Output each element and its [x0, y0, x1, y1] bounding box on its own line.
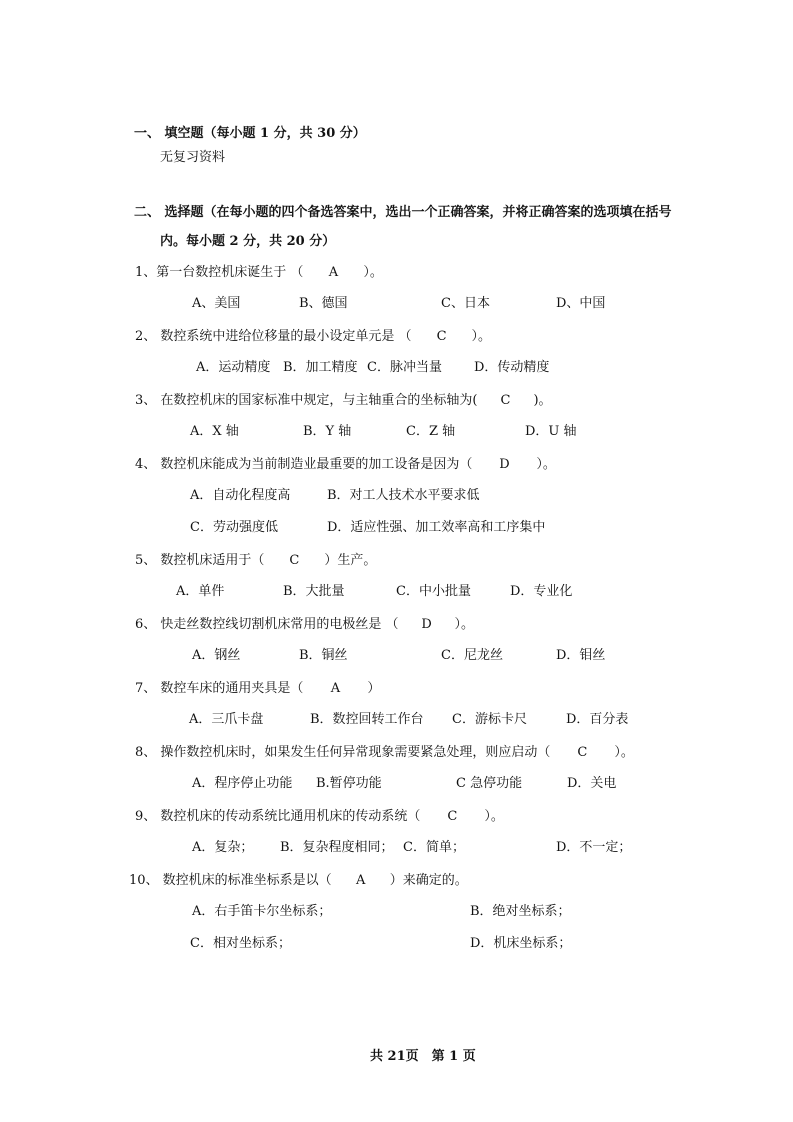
question-6: [135, 617, 474, 633]
question-10: [129, 873, 468, 889]
option-c: C．劳动强度低: [190, 520, 278, 535]
option-c: C、日本: [441, 296, 490, 311]
question-tail: ）。: [363, 265, 383, 280]
answer: A: [355, 873, 366, 888]
option-b: B．Y 轴: [303, 424, 352, 439]
question-tail: ）: [367, 681, 381, 696]
option-a: A、美国: [192, 296, 241, 311]
question-3: [135, 393, 552, 409]
question-5: [135, 553, 376, 569]
option-a: A．右手笛卡尔坐标系；: [192, 904, 332, 919]
option-c: C．脉冲当量: [367, 360, 442, 375]
option-d: D．适应性强、加工效率高和工序集中: [327, 520, 546, 535]
option-b: B、德国: [299, 296, 348, 311]
option-d: D．关电: [567, 776, 617, 791]
question-stem: 9、 数控机床的传动系统比通用机床的传动系统（: [135, 809, 421, 824]
option-d: D．不一定；: [556, 840, 632, 855]
option-a: A．三爪卡盘: [189, 712, 264, 727]
option-c: C．相对坐标系；: [190, 936, 291, 951]
question-stem: 8、 操作数控机床时，如果发生任何异常现象需要紧急处理，则应启动（: [135, 745, 551, 760]
option-d: D、中国: [556, 296, 606, 311]
option-c: C．简单；: [403, 840, 465, 855]
option-b: B．数控回转工作台: [310, 712, 424, 727]
option-b: B．加工精度: [283, 360, 358, 375]
option-a: A．钢丝: [192, 648, 241, 663]
answer: D: [499, 457, 510, 472]
option-a: A．自动化程度高: [190, 488, 291, 503]
section2-title-line2: 内。每小题 2 分，共 20 分）: [160, 234, 336, 249]
answer: C: [289, 553, 300, 568]
question-stem: 2、 数控系统中进给位移量的最小设定单元是 （: [135, 329, 412, 344]
question-tail: ）。: [536, 457, 556, 472]
answer: A: [328, 265, 339, 280]
option-d: D．钼丝: [556, 648, 606, 663]
option-c: C．Z 轴: [406, 424, 456, 439]
option-d: D．传动精度: [474, 360, 550, 375]
answer: C: [500, 393, 511, 408]
option-b: B．大批量: [283, 584, 345, 599]
option-a: A．复杂；: [192, 840, 254, 855]
page-footer: 共 21页 第 1 页: [370, 1049, 476, 1064]
option-a: A．运动精度: [196, 360, 271, 375]
question-8: [135, 745, 634, 761]
option-c: C．尼龙丝: [441, 648, 503, 663]
question-tail: ）来确定的。: [389, 873, 468, 888]
question-stem: 6、 快走丝数控线切割机床常用的电极丝是 （: [135, 617, 399, 632]
option-a: A．单件: [176, 584, 225, 599]
question-tail: ）。: [484, 809, 504, 824]
question-4: [135, 457, 556, 473]
option-d: D．百分表: [566, 712, 629, 727]
option-d: D．机床坐标系；: [470, 936, 572, 951]
question-tail: ）生产。: [324, 553, 377, 568]
question-stem: 1、第一台数控机床诞生于 （: [135, 265, 304, 280]
option-d: D．专业化: [510, 584, 573, 599]
question-tail: ）。: [471, 329, 492, 344]
question-stem: 7、 数控车床的通用夹具是（: [135, 681, 304, 696]
option-b: B．复杂程度相同；: [280, 840, 394, 855]
option-c: C．中小批量: [396, 584, 471, 599]
question-tail: )。: [533, 393, 552, 408]
answer: C: [436, 329, 447, 344]
option-b: B.暂停功能: [316, 776, 382, 791]
question-tail: ）。: [454, 617, 475, 632]
question-stem: 5、 数控机床适用于（: [135, 553, 265, 568]
option-b: B．铜丝: [299, 648, 348, 663]
option-a: A．程序停止功能: [192, 776, 293, 791]
option-c: C．游标卡尺: [452, 712, 527, 727]
question-7: [135, 681, 380, 697]
question-1: [135, 265, 383, 281]
option-c: C 急停功能: [456, 776, 523, 791]
question-2: [135, 329, 491, 345]
answer: D: [421, 617, 432, 632]
question-tail: ）。: [614, 745, 634, 760]
option-d: D．U 轴: [525, 424, 577, 439]
section1-note: 无复习资料: [160, 150, 226, 165]
question-9: [135, 809, 504, 825]
question-stem: 10、 数控机床的标准坐标系是以（: [129, 873, 332, 888]
question-stem: 3、 在数控机床的国家标准中规定，与主轴重合的坐标轴为(: [135, 393, 478, 408]
question-stem: 4、 数控机床能成为当前制造业最重要的加工设备是因为（: [135, 457, 473, 472]
section2-title-line1: 二、 选择题（在每小题的四个备选答案中，选出一个正确答案，并将正确答案的选项填在括号: [134, 205, 672, 220]
option-a: A．X 轴: [190, 424, 239, 439]
answer: C: [447, 809, 458, 824]
answer: A: [330, 681, 341, 696]
option-b: B．对工人技术水平要求低: [327, 488, 480, 503]
section1-title: 一、 填空题（每小题 1 分，共 30 分）: [134, 126, 366, 141]
answer: C: [577, 745, 588, 760]
option-b: B．绝对坐标系；: [470, 904, 571, 919]
